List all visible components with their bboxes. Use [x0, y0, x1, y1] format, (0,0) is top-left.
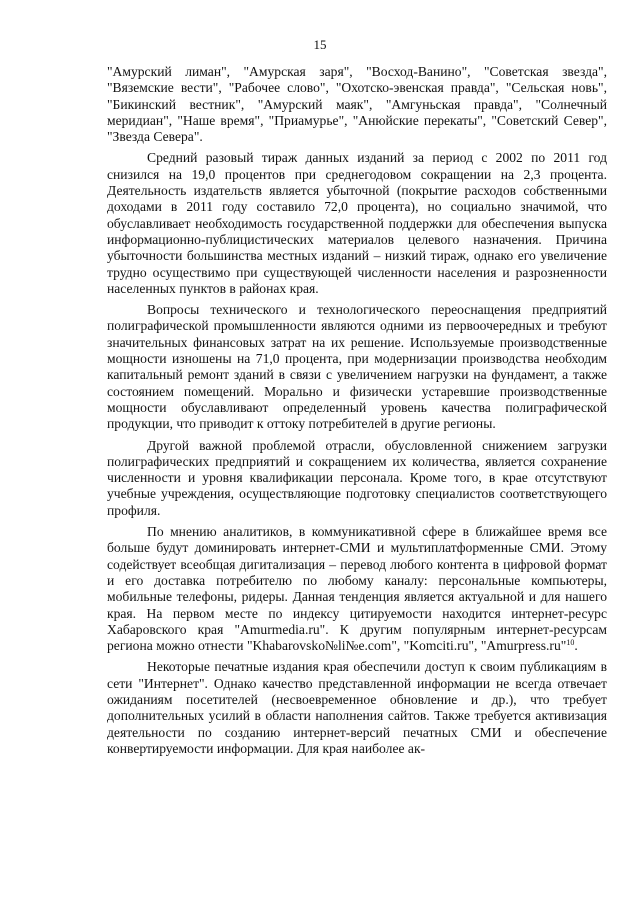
footnote-marker: 10 [566, 638, 575, 648]
paragraph-internet-media [107, 524, 607, 654]
paragraph-personnel: Другой важной проблемой отрасли, обусловленной снижением загрузки полиграфических предприятий и сокращением их количества, является сохранение численности и уровня квалификации персонала. Кроме того, в крае отсутствуют учебные учреждения, осуществляющие подготовку специалистов соответствующего профиля. [107, 437, 607, 518]
paragraph-internet-media-text: По мнению аналитиков, в коммуникативной сфере в ближайшее время все больше будут доминировать интернет-СМИ и мультиплатформенные СМИ. Этому содействует всеобщая дигитализация – перевод любого контента в цифровой формат и его доставка потребителю по любому каналу: персональные компьютеры, мобильные телефоны, ридеры. Данная тенденция является актуальной и для нашего края. На первом месте по индексу цитируемости находится интернет-ресурс Хабаровского края "Amurmedia.ru". К другим популярным интернет-ресурсам региона можно отнести "Khabarovsko№li№e.com", "Komciti.ru", "Amurpress.ru" [107, 524, 607, 654]
paragraph-technical-reequipment: Вопросы технического и технологического переоснащения предприятий полиграфической промышленности являются одними из первоочередных и требуют значительных финансовых затрат на их решение. Используемые производственные мощности изношены на 71,0 процента, при модернизации производства необходим капитальный ремонт зданий в связи с увеличением нагрузки на фундамент, а также состоянием помещений. Морально и физически устаревшие производственные мощности обуславливают определенный уровень качества полиграфической продукции, что приводит к оттоку потребителей в другие регионы. [107, 302, 607, 432]
page-number: 15 [313, 37, 327, 52]
paragraph-internet-media-tail: . [574, 638, 578, 654]
paragraph-circulation: Средний разовый тираж данных изданий за период с 2002 по 2011 год снизился на 19,0 процентов при среднегодовом сокращении на 2,3 процента. Деятельность издательств является убыточной (покрытие расходов собственными доходами в 2011 году составило 72,0 процента), но социально значимой, что обуславливает необходимость государственной поддержки для обеспечения выпуска информационно-публицистических материалов целевого назначения. Причина убыточности большинства местных изданий – низкий тираж, однако его увеличение трудно осуществимо при существующей численности населения и разрозненности населенных пунктов в районах края. [107, 150, 607, 296]
paragraph-online-versions: Некоторые печатные издания края обеспечили доступ к своим публикациям в сети "Интернет". Однако качество представленной информации не всегда отвечает ожиданиям посетителей (несвоевременное обновление и др.), что требует дополнительных усилий в области наполнения сайтов. Также требуется активизация деятельности по созданию интернет-версий печатных СМИ и обеспечение конвертируемости информации. Для края наиболее ак- [107, 659, 607, 756]
paragraph-newspaper-list: "Амурский лиман", "Амурская заря", "Восход-Ванино", "Советская звезда", "Вяземские вести", "Рабочее слово", "Охотско-эвенская правда", "Сельская новь", "Бикинский вестник", "Амурский маяк", "Амгуньская правда", "Солнечный меридиан", "Наше время", "Приамурье", "Анюйские перекаты", "Советский Север", "Звезда Севера". [107, 64, 607, 145]
body-text [107, 64, 607, 762]
